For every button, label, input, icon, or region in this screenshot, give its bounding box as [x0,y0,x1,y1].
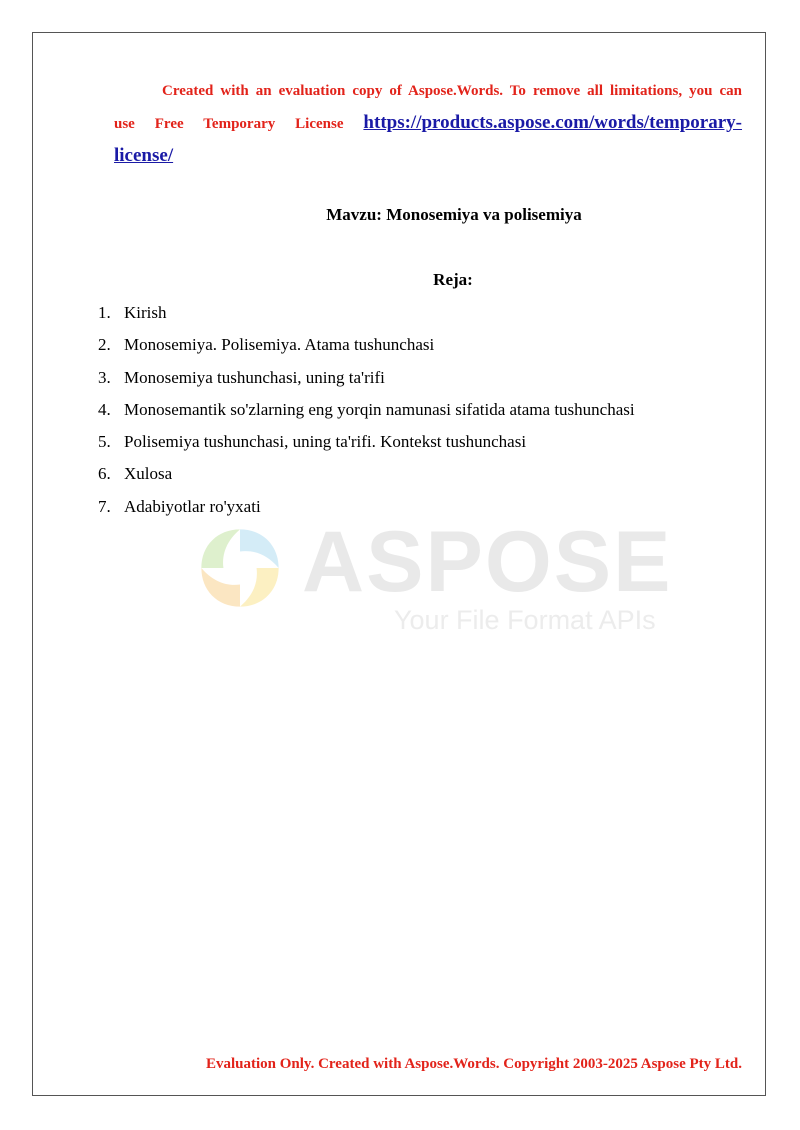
list-item-number: 2. [98,335,111,355]
list-item-number: 6. [98,464,111,484]
list-item-text: Monosemiya. Polisemiya. Atama tushunchasi [124,335,435,355]
list-item-text: Monosemantik so'zlarning eng yorqin namunasi sifatida atama tushunchasi [124,399,635,419]
document-title: Mavzu: Monosemiya va polisemiya [326,205,582,224]
list-item [98,365,635,397]
list-item-number: 1. [98,303,111,322]
list-item [98,300,635,332]
evaluation-notice [114,76,742,173]
list-item-text: Xulosa [124,464,173,484]
list-item-text: Adabiyotlar ro'yxati [124,496,261,516]
list-item [98,397,635,429]
list-item-number: 5. [98,432,111,452]
evaluation-footer: Evaluation Only. Created with Aspose.Words. Copyright 2003-2025 Aspose Pty Ltd. [205,1056,742,1072]
evaluation-notice-text: Created with an evaluation copy of Aspose.Words. To remove all limitations, you can use Free Temporary License [114,83,742,132]
document-page [32,32,766,1096]
list-item-number: 7. [98,496,111,516]
list-item [98,494,635,526]
temporary-license-link[interactable]: https://products.aspose.com/words/temporary-license/ [114,112,743,166]
list-item-text: Polisemiya tushunchasi, uning ta'rifi. Kontekst tushunchasi [124,432,527,452]
watermark-brand: ASPOSE [302,514,673,610]
list-item [98,332,635,364]
plan-list [98,300,635,526]
list-item-text: Monosemiya tushunchasi, uning ta'rifi [124,367,385,387]
list-item-number: 3. [98,367,111,387]
list-item [98,429,635,461]
plan-heading: Reja: [433,270,473,289]
list-item-number: 4. [98,399,111,419]
watermark-tagline: Your File Format APIs [394,605,656,635]
list-item [98,461,635,493]
list-item-text: Kirish [124,303,167,322]
